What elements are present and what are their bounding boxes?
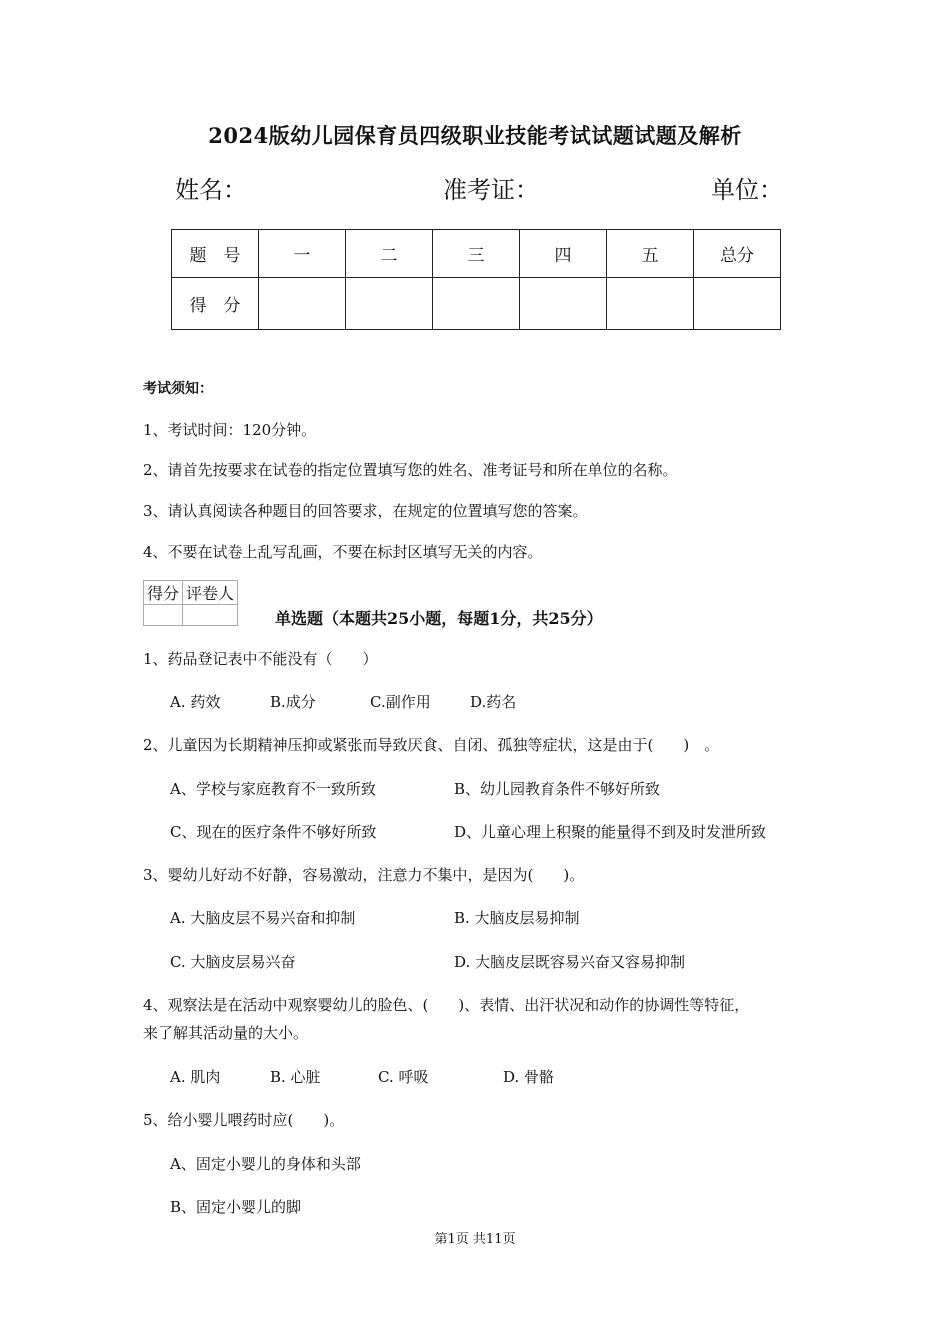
question-option: A. 药效 xyxy=(170,693,221,711)
question-stem: 4、观察法是在活动中观察婴幼儿的脸色、( )、表情、出汗状况和动作的协调性等特征， xyxy=(143,996,750,1014)
score-input-cell[interactable] xyxy=(259,278,346,330)
score-table-cell: 题 号 xyxy=(172,230,259,278)
question-option: B、固定小婴儿的脚 xyxy=(170,1198,302,1216)
question-option: B. 心脏 xyxy=(270,1068,321,1086)
score-input-cell[interactable] xyxy=(607,278,694,330)
notice-item: 2、请首先按要求在试卷的指定位置填写您的姓名、准考证号和所在单位的名称。 xyxy=(143,461,678,479)
question-option: D. 骨骼 xyxy=(503,1068,555,1086)
unit-label: 单位： xyxy=(711,176,783,204)
question-option: D.药名 xyxy=(470,693,517,711)
score-table-cell: 得 分 xyxy=(172,278,259,330)
score-table-cell: 总分 xyxy=(694,230,781,278)
score-table-score-row xyxy=(172,278,781,330)
grader-reviewer-label: 评卷人 xyxy=(183,581,238,605)
score-table-cell: 三 xyxy=(433,230,520,278)
question-option: C、现在的医疗条件不够好所致 xyxy=(170,823,377,841)
document-title: 2024版幼儿园保育员四级职业技能考试试题试题及解析 xyxy=(208,123,742,148)
score-input-cell[interactable] xyxy=(346,278,433,330)
score-table-cell: 四 xyxy=(520,230,607,278)
question-stem: 5、给小婴儿喂药时应( )。 xyxy=(143,1111,345,1129)
question-stem-continued: 来了解其活动量的大小。 xyxy=(143,1024,309,1042)
notice-item: 3、请认真阅读各种题目的回答要求，在规定的位置填写您的答案。 xyxy=(143,502,588,520)
notice-item: 1、考试时间：120分钟。 xyxy=(143,421,317,439)
question-option: A. 肌肉 xyxy=(170,1068,221,1086)
grader-score-cell[interactable] xyxy=(144,605,183,626)
question-option: D、儿童心理上积聚的能量得不到及时发泄所致 xyxy=(454,823,767,841)
question-option: B. 大脑皮层易抑制 xyxy=(454,909,580,927)
score-input-cell[interactable] xyxy=(433,278,520,330)
page-footer: 第1页 共11页 xyxy=(434,1232,516,1247)
grader-box xyxy=(143,580,238,626)
score-input-cell[interactable] xyxy=(520,278,607,330)
question-stem: 3、婴幼儿好动不好静，容易激动，注意力不集中，是因为( )。 xyxy=(143,866,585,884)
question-option: C. 大脑皮层易兴奋 xyxy=(170,953,296,971)
ticket-label: 准考证： xyxy=(443,176,539,204)
question-option: D. 大脑皮层既容易兴奋又容易抑制 xyxy=(454,953,686,971)
score-table-cell: 二 xyxy=(346,230,433,278)
score-table-cell: 一 xyxy=(259,230,346,278)
question-option: A、学校与家庭教育不一致所致 xyxy=(170,780,376,798)
question-option: C.副作用 xyxy=(370,693,431,711)
question-option: B、幼儿园教育条件不够好所致 xyxy=(454,780,661,798)
notice-heading: 考试须知： xyxy=(143,381,213,397)
score-table-cell: 五 xyxy=(607,230,694,278)
grader-score-label: 得分 xyxy=(144,581,183,605)
score-table xyxy=(171,229,781,330)
question-option: B.成分 xyxy=(270,693,316,711)
question-option: A、固定小婴儿的身体和头部 xyxy=(170,1155,361,1173)
question-stem: 1、药品登记表中不能没有（ ） xyxy=(143,650,378,668)
notice-item: 4、不要在试卷上乱写乱画，不要在标封区填写无关的内容。 xyxy=(143,543,543,561)
section-title: 单选题（本题共25小题，每题1分，共25分） xyxy=(275,609,603,628)
question-option: A. 大脑皮层不易兴奋和抑制 xyxy=(170,909,356,927)
score-table-header-row xyxy=(172,230,781,278)
name-label: 姓名： xyxy=(175,176,247,204)
score-input-cell[interactable] xyxy=(694,278,781,330)
grader-reviewer-cell[interactable] xyxy=(183,605,238,626)
question-stem: 2、儿童因为长期精神压抑或紧张而导致厌食、自闭、孤独等症状，这是由于( ) 。 xyxy=(143,736,720,754)
question-option: C. 呼吸 xyxy=(378,1068,429,1086)
